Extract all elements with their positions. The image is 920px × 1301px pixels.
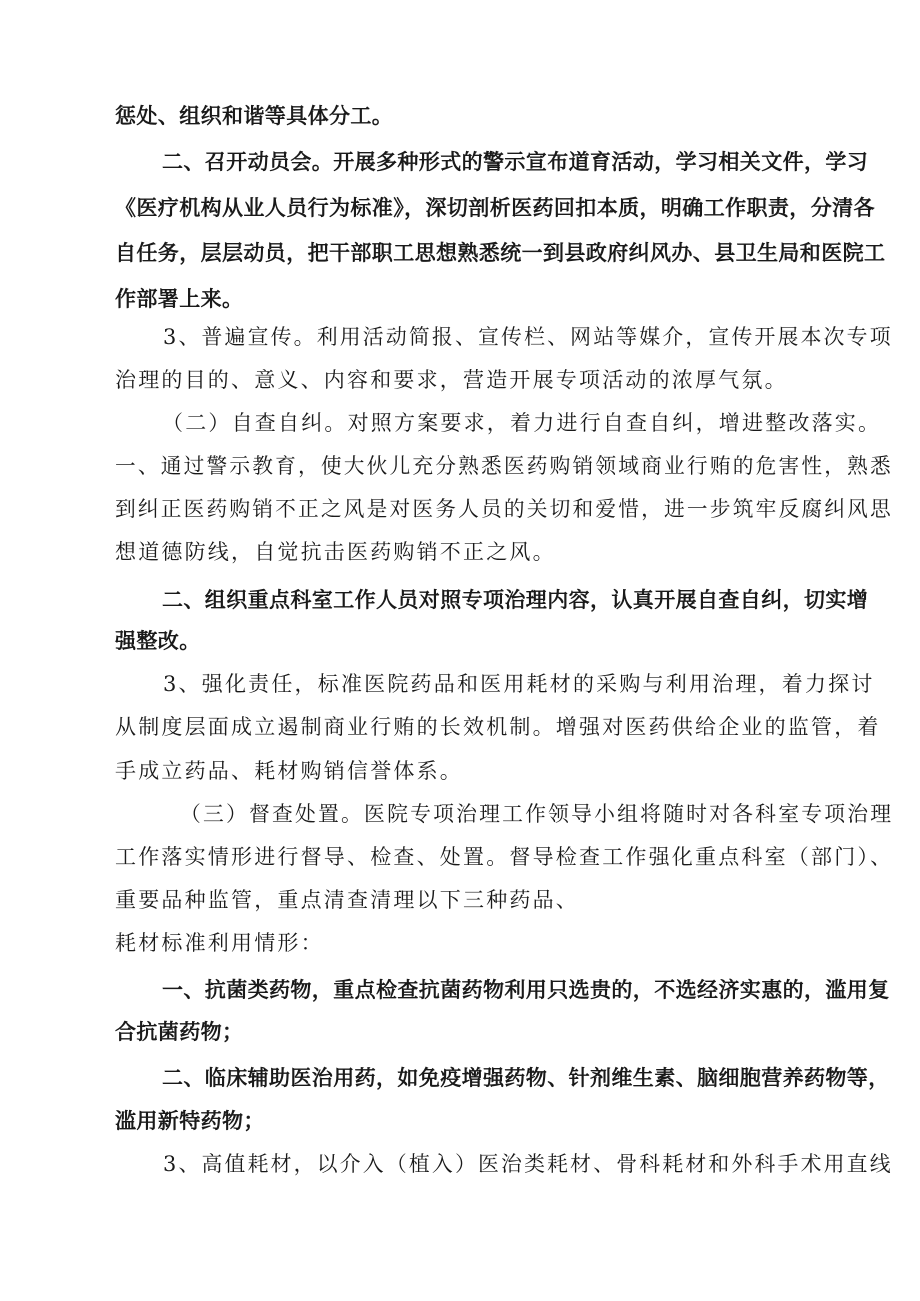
paragraph-8-line-3: 重要品种监管，重点清查清理以下三种药品、 [115,888,579,912]
paragraph-3-line-2: 治理的目的、意义、内容和要求，营造开展专项活动的浓厚气氛。 [115,368,788,392]
paragraph-7-line-2: 从制度层面成立遏制商业行贿的长效机制。增强对医药供给企业的监管，着 [115,715,881,739]
paragraph-7-line-3: 手成立药品、耗材购销信誉体系。 [115,759,463,783]
paragraph-2-line-2: 《医疗机构从业人员行为标准》，深切剖析医药回扣本质，明确工作职责，分清各 [115,196,875,220]
paragraph-9-line-1: 一、抗菌类药物，重点检查抗菌药物利用只选贵的，不选经济实惠的，滥用复 [162,978,890,1002]
paragraph-11-line-1: 3、高值耗材，以介入（植入）医治类耗材、骨科耗材和外科手术用直线 [163,1152,893,1176]
paragraph-5-line-3: 想道德防线，自觉抗击医药购销不正之风。 [115,540,556,564]
paragraph-8-line-1: （三）督查处置。医院专项治理工作领导小组将随时对各科室专项治理 [180,802,894,826]
paragraph-2-line-4: 作部署上来。 [115,287,244,311]
paragraph-5-line-2: 到纠正医药购销不正之风是对医务人员的关切和爱惜，进一步筑牢反腐纠风思 [115,497,893,521]
paragraph-1-line-1: 惩处、组织和谐等具体分工。 [115,104,394,128]
paragraph-2-line-3: 自任务，层层动员，把干部职工思想熟悉统一到县政府纠风办、县卫生局和医院工 [115,241,886,265]
paragraph-6-line-1: 二、组织重点科室工作人员对照专项治理内容，认真开展自查自纠，切实增 [162,588,869,612]
paragraph-3-line-1: 3、普遍宣传。利用活动简报、宣传栏、网站等媒介，宣传开展本次专项 [163,325,893,349]
paragraph-10-line-1: 二、临床辅助医治用药，如免疫增强药物、针剂维生素、脑细胞营养药物等， [162,1066,890,1090]
paragraph-8-line-2: 工作落实情形进行督导、检查、处置。督导检查工作强化重点科室（部门）、 [115,845,894,869]
paragraph-4-line-1: （二）自查自纠。对照方案要求，着力进行自查自纠，增进整改落实。 [162,411,882,435]
paragraph-5-line-1: 一、通过警示教育，使大伙儿充分熟悉医药购销领域商业行贿的危害性，熟悉 [115,454,893,478]
paragraph-2-line-1: 二、召开动员会。开展多种形式的警示宣布道育活动，学习相关文件，学习 [162,150,869,174]
paragraph-7-line-1: 3、强化责任，标准医院药品和医用耗材的采购与利用治理，着力探讨 [163,672,875,696]
paragraph-8-line-4: 耗材标准利用情形： [115,931,324,955]
paragraph-6-line-2: 强整改。 [115,629,201,653]
paragraph-10-line-2: 滥用新特药物； [115,1109,265,1133]
paragraph-9-line-2: 合抗菌药物； [115,1020,244,1044]
